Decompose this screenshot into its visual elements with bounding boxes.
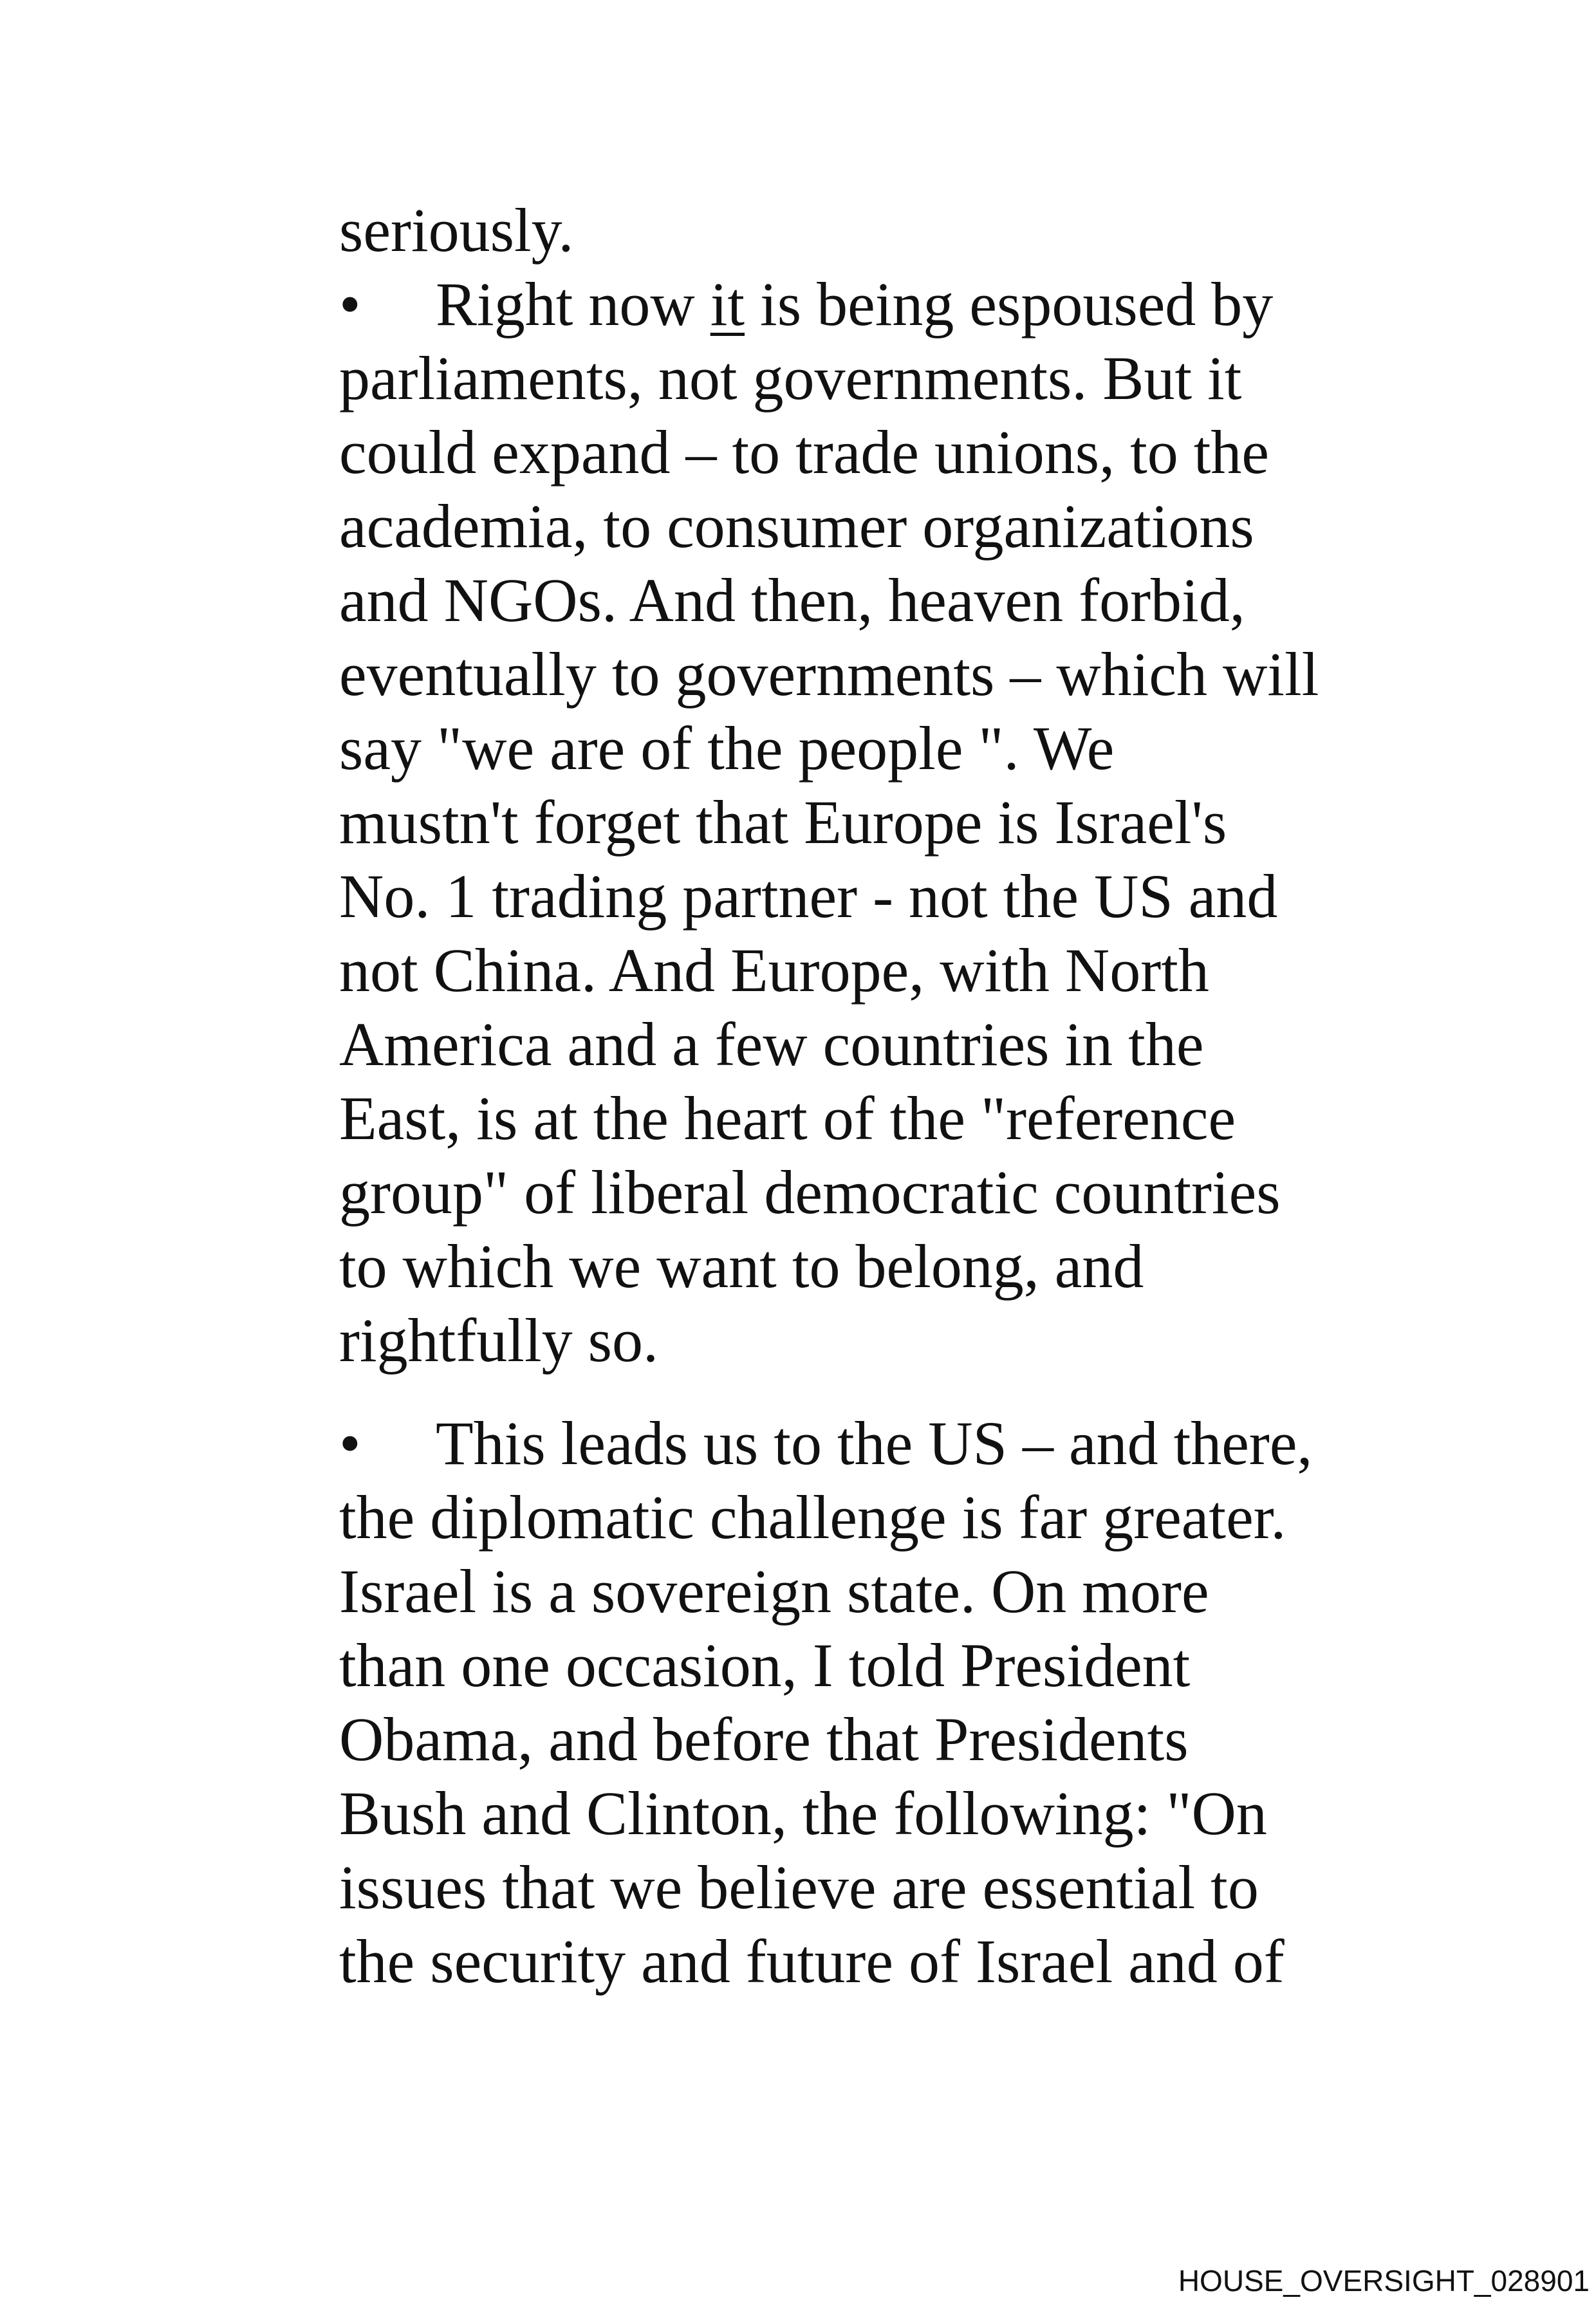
- text-line: the security and future of Israel and of: [339, 1927, 1285, 1996]
- text-line: to which we want to belong, and: [339, 1232, 1144, 1301]
- text-line: East, is at the heart of the "reference: [339, 1084, 1236, 1153]
- text-line: seriously.: [339, 196, 574, 265]
- text-line: issues that we believe are essential to: [339, 1853, 1259, 1922]
- underlined-word: it: [710, 270, 745, 339]
- text-line: America and a few countries in the: [339, 1010, 1204, 1079]
- bates-number: HOUSE_OVERSIGHT_028901: [1178, 2264, 1590, 2297]
- text-line: say "we are of the people ". We: [339, 714, 1115, 783]
- text-line: academia, to consumer organizations: [339, 492, 1254, 561]
- bullet-line: [339, 1406, 1395, 1480]
- body-text: [339, 193, 1395, 1998]
- text-fragment: This leads us to the US – and there,: [436, 1409, 1313, 1478]
- text-line: rightfully so.: [339, 1306, 658, 1375]
- text-line: eventually to governments – which will: [339, 640, 1319, 709]
- text-fragment: is being espoused by: [745, 270, 1274, 339]
- text-line: not China. And Europe, with North: [339, 936, 1209, 1005]
- text-line: Obama, and before that Presidents: [339, 1705, 1189, 1774]
- text-line: parliaments, not governments. But it: [339, 344, 1242, 413]
- bullet-line: [339, 267, 1395, 341]
- text-line: and NGOs. And then, heaven forbid,: [339, 566, 1245, 635]
- text-line: than one occasion, I told President: [339, 1631, 1191, 1700]
- text-line: the diplomatic challenge is far greater.: [339, 1483, 1286, 1552]
- text-line: Bush and Clinton, the following: "On: [339, 1779, 1267, 1848]
- text-fragment: Right now: [436, 270, 710, 339]
- text-line: No. 1 trading partner - not the US and: [339, 862, 1278, 931]
- paragraph-gap: [339, 1377, 1395, 1406]
- text-line: Israel is a sovereign state. On more: [339, 1557, 1209, 1626]
- text-line: could expand – to trade unions, to the: [339, 418, 1270, 487]
- text-line: mustn't forget that Europe is Israel's: [339, 788, 1227, 857]
- bullet-icon: •: [339, 1409, 361, 1478]
- text-line: group" of liberal democratic countries: [339, 1158, 1281, 1227]
- bullet-icon: •: [339, 270, 361, 339]
